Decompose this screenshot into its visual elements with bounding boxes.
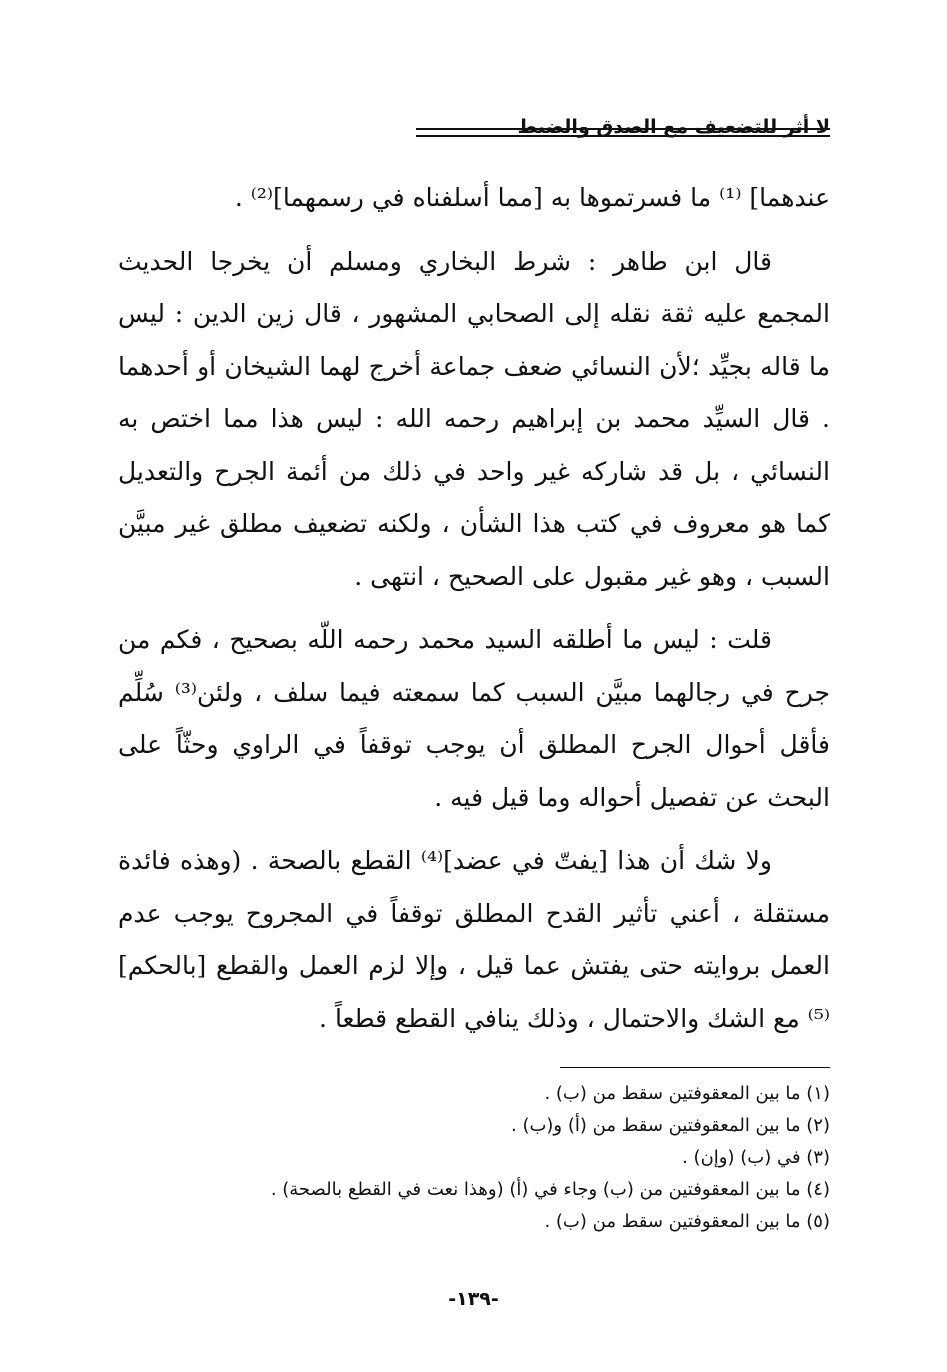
paragraph-la-shakk: ولا شك أن هذا [يفتّ في عضد]⁽⁴⁾ القطع بالصحة . (وهذه فائدة مستقلة ، أعني تأثير القدح المطلق توقفاً في المجروح يوجب عدم العمل بروايته حتى يفتش عما قيل ، وإلا لزم العمل والقطع [بالحكم]⁽⁵⁾ مع الشك والاحتمال ، وذلك ينافي القطع قطعاً . <box>118 846 830 1033</box>
paragraph-qultu: قلت : ليس ما أطلقه السيد محمد رحمه اللّه بصحيح ، فكم من جرح في رجالهما مبيَّن السبب كما سمعته فيما سلف ، ولئن⁽³⁾ سُلِّم فأقل أحوال الجرح المطلق أن يوجب توقفاً في الراوي وحثّاً على البحث عن تفصيل أحواله وما قيل فيه . <box>118 625 830 812</box>
page-number: -١٣٩- <box>448 1288 499 1310</box>
main-text <box>118 172 830 1056</box>
page-header <box>118 112 830 152</box>
footnote-separator <box>560 1067 830 1068</box>
paragraph-ibn-tahir: قال ابن طاهر : شرط البخاري ومسلم أن يخرجا الحديث المجمع عليه ثقة نقله إلى الصحابي المشهور ، قال زين الدين : ليس ما قاله بجيِّد ؛لأن النسائي ضعف جماعة أخرج لهما الشيخان أو أحدهما . قال السيِّد محمد بن إبراهيم رحمه الله : ليس هذا مما اختص به النسائي ، بل قد شاركه غير واحد في ذلك من أئمة الجرح والتعديل كما هو معروف في كتب هذا الشأن ، ولكنه تضعيف مطلق غير مبيَّن السبب ، وهو غير مقبول على الصحيح ، انتهى . <box>118 246 830 591</box>
footnote-2: (٢) ما بين المعقوفتين سقط من (أ) و(ب) . <box>511 1115 830 1136</box>
footnotes <box>118 1078 830 1238</box>
footnote-1: (١) ما بين المعقوفتين سقط من (ب) . <box>544 1083 830 1104</box>
footnote-5: (٥) ما بين المعقوفتين سقط من (ب) . <box>544 1211 830 1232</box>
running-title: لا أثر للتضعيف مع الصدق والضبط <box>517 116 830 138</box>
paragraph-continuation: عندهما] ⁽¹⁾ ما فسرتموها به [مما أسلفناه في رسمهما]⁽²⁾ . <box>234 183 830 212</box>
footnote-4: (٤) ما بين المعقوفتين من (ب) وجاء في (أ) (وهذا نعت في القطع بالصحة) . <box>270 1179 830 1200</box>
footnote-3: (٣) في (ب) (وإن) . <box>682 1147 830 1168</box>
